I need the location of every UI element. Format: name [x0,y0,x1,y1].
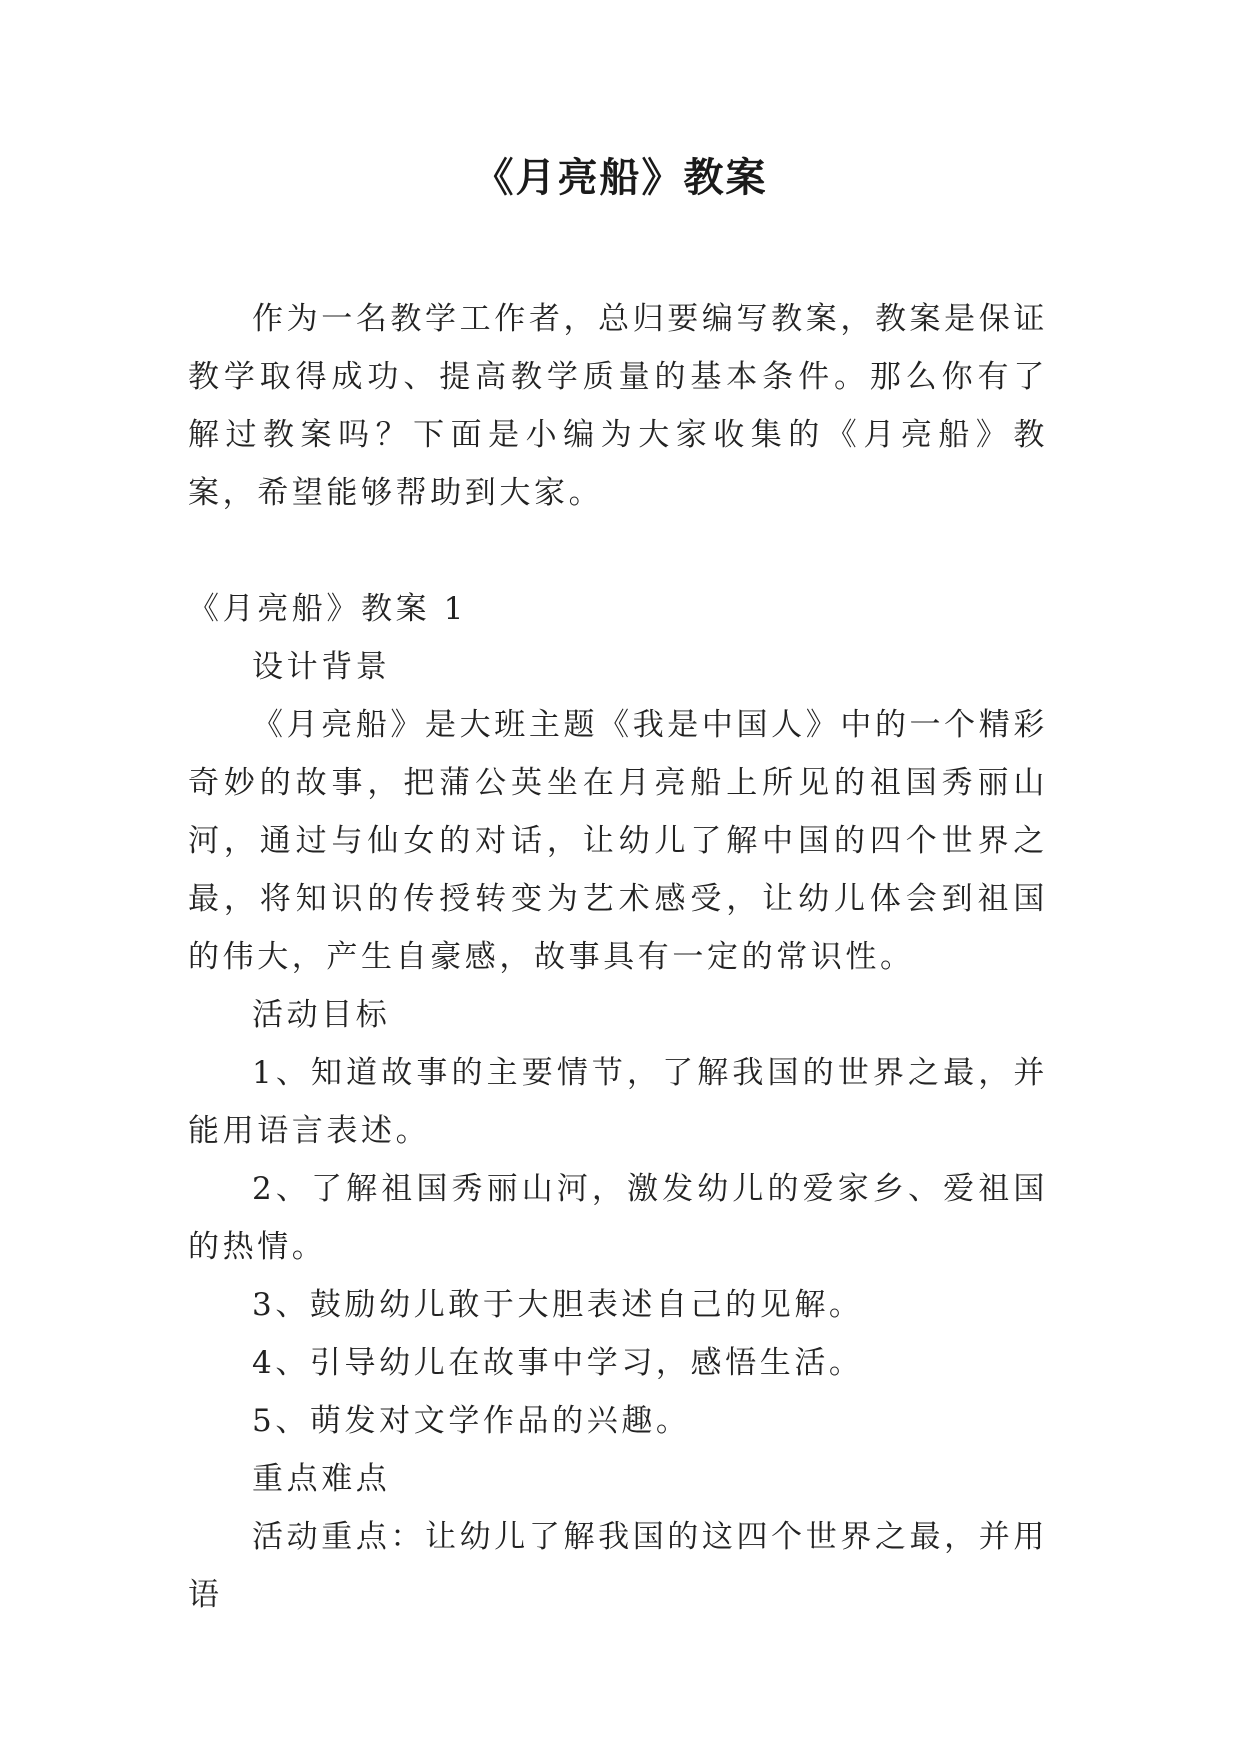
goal-item-4: 4、引导幼儿在故事中学习，感悟生活。 [252,1345,864,1381]
activity-goals-heading: 活动目标 [252,997,391,1033]
goal-item-1: 1、知道故事的主要情节，了解我国的世界之最，并能用语言表述。 [188,1055,1048,1149]
goal-item-5: 5、萌发对文学作品的兴趣。 [252,1403,691,1439]
goal-item-3: 3、鼓励幼儿敢于大胆表述自己的见解。 [252,1287,864,1323]
document-body [188,290,1048,1624]
key-point-paragraph: 活动重点：让幼儿了解我国的这四个世界之最，并用语 [188,1519,1048,1613]
design-background-paragraph: 《月亮船》是大班主题《我是中国人》中的一个精彩奇妙的故事，把蒲公英坐在月亮船上所见的祖国秀丽山河，通过与仙女的对话，让幼儿了解中国的四个世界之最，将知识的传授转变为艺术感受，让幼儿体会到祖国的伟大，产生自豪感，故事具有一定的常识性。 [188,707,1048,975]
key-points-heading: 重点难点 [252,1461,391,1497]
intro-paragraph: 作为一名教学工作者，总归要编写教案，教案是保证教学取得成功、提高教学质量的基本条件。那么你有了解过教案吗？下面是小编为大家收集的《月亮船》教案，希望能够帮助到大家。 [188,301,1048,511]
document-title: 《月亮船》教案 [473,155,768,201]
section-title: 《月亮船》教案 1 [188,591,467,627]
paragraph-gap [188,522,1048,580]
goal-item-2: 2、了解祖国秀丽山河，激发幼儿的爱家乡、爱祖国的热情。 [188,1171,1048,1265]
design-background-heading: 设计背景 [252,649,391,685]
